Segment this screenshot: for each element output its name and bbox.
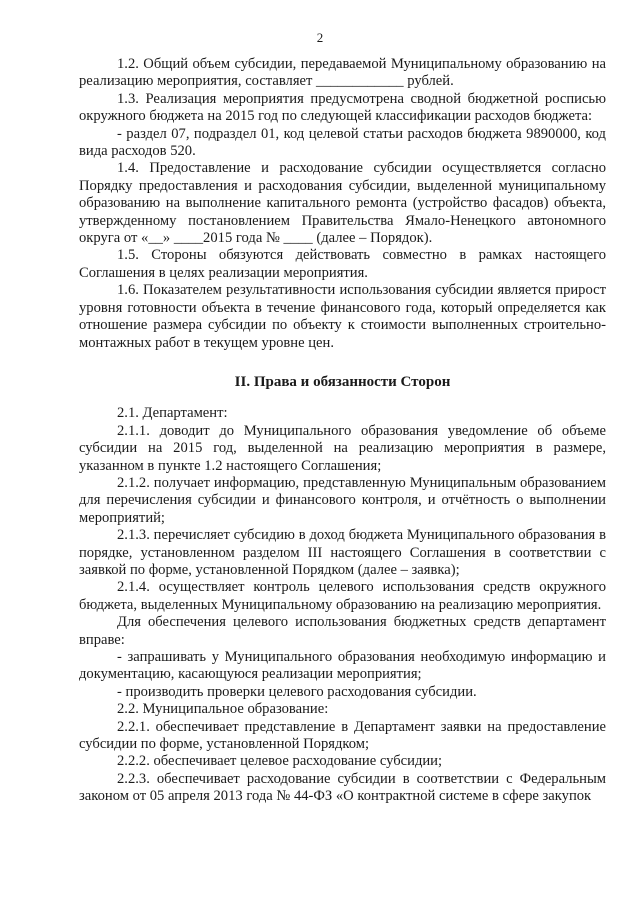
paragraph-1-5: 1.5. Стороны обязуются действовать совместно в рамках настоящего Соглашения в целях реализации мероприятия. <box>79 247 606 281</box>
paragraph-1-4: 1.4. Предоставление и расходование субсидии осуществляется согласно Порядку предоставления и расходования субсидии, выделенной муниципальному образованию на выполнение капитального ремонта (устройство фасадов) объекта, утвержденному постановлением Правительства Ямало-Ненецкого автономного округа от «__» ____2015 года № ____ (далее – Порядок). <box>79 160 606 247</box>
paragraph-2-2-3: 2.2.3. обеспечивает расходование субсидии в соответствии с Федеральным законом от 05 апреля 2013 года № 44-ФЗ «О контрактной системе в сфере закупок <box>79 770 606 805</box>
paragraph-1-6: 1.6. Показателем результативности использования субсидии является прирост уровня готовности объекта в течение финансового года, который определяется как отношение размера субсидии по объекту к стоимости выполненных строительно-монтажных работ в текущем уровне цен. <box>79 282 606 351</box>
paragraph-budget-code: - раздел 07, подраздел 01, код целевой статьи расходов бюджета 9890000, код вида расходов 520. <box>79 125 606 160</box>
paragraph-2-2: 2.2. Муниципальное образование: <box>117 701 329 718</box>
paragraph-2-1-1: 2.1.1. доводит до Муниципального образования уведомление об объеме субсидии на 2015 год, выделенной на реализацию мероприятия в размере, указанном в пункте 1.2 настоящего Соглашения; <box>79 422 606 474</box>
page-number: 2 <box>316 30 324 45</box>
paragraph-1-3: 1.3. Реализация мероприятия предусмотрена сводной бюджетной росписью окружного бюджета на 2015 год по следующей классификации расходов бюджета: <box>79 90 606 125</box>
paragraph-2-2-2: 2.2.2. обеспечивает целевое расходование субсидии; <box>117 753 443 770</box>
paragraph-2-2-1: 2.2.1. обеспечивает представление в Департамент заявки на предоставление субсидии по форме, установленной Порядком; <box>79 718 606 753</box>
document-body <box>79 56 606 806</box>
paragraph-right-request: - запрашивать у Муниципального образования необходимую информацию и документацию, касающуюся реализации мероприятия; <box>79 649 606 683</box>
section-heading: II. Права и обязанности Сторон <box>234 373 451 390</box>
paragraph-1-2: 1.2. Общий объем субсидии, передаваемой Муниципальному образованию на реализацию мероприятия, составляет ____________ рублей. <box>79 56 606 90</box>
paragraph-rights-intro: Для обеспечения целевого использования бюджетных средств департамент вправе: <box>79 614 606 648</box>
paragraph-2-1-2: 2.1.2. получает информацию, представленную Муниципальным образованием для перечисления субсидии и финансового контроля, и отчётность о выполнении мероприятий; <box>79 474 606 526</box>
paragraph-2-1: 2.1. Департамент: <box>117 405 228 422</box>
paragraph-right-inspect: - производить проверки целевого расходования субсидии. <box>117 683 477 700</box>
paragraph-2-1-4: 2.1.4. осуществляет контроль целевого использования средств окружного бюджета, выделенных Муниципальному образованию на реализацию мероприятия. <box>79 579 606 613</box>
paragraph-2-1-3: 2.1.3. перечисляет субсидию в доход бюджета Муниципального образования в порядке, установленном разделом III настоящего Соглашения в соответствии с заявкой по форме, установленной Порядком (далее – заявка); <box>79 527 606 578</box>
